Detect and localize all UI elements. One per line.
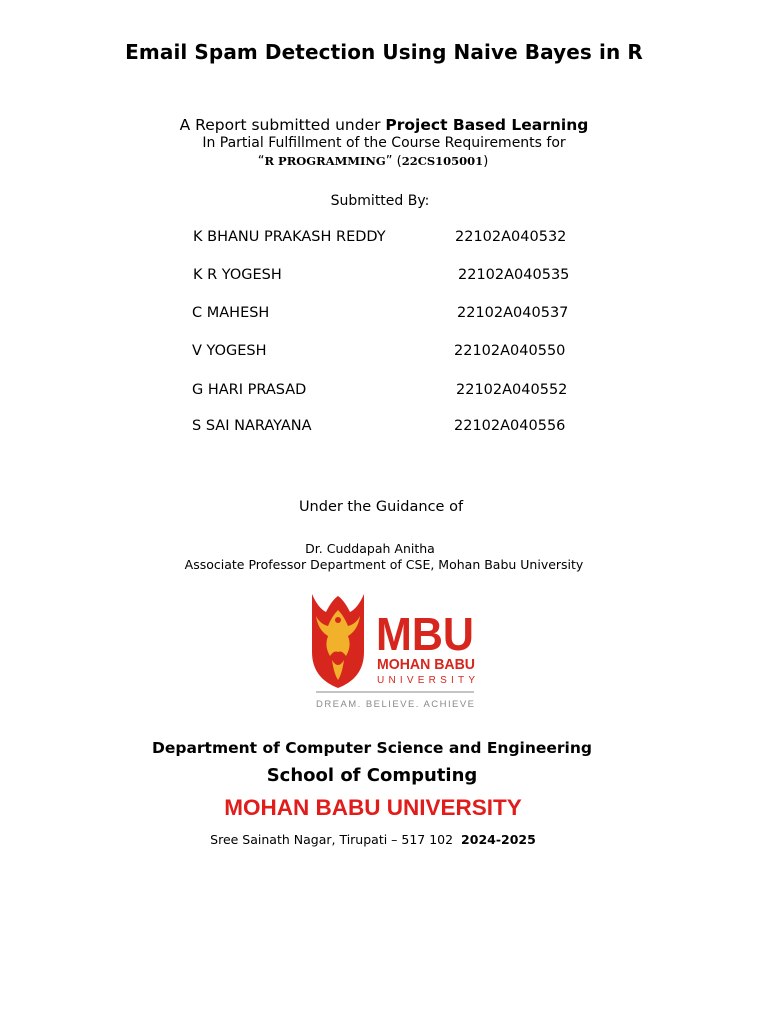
member-roll: 22102A040556 bbox=[454, 418, 566, 434]
member-name: S SAI NARAYANA bbox=[192, 418, 312, 434]
guidance-heading: Under the Guidance of bbox=[298, 499, 464, 515]
report-emphasis: Project Based Learning bbox=[385, 116, 589, 134]
course-open-quote: “ bbox=[257, 154, 265, 169]
member-name: K R YOGESH bbox=[193, 267, 282, 283]
submitted-by-heading: Submitted By: bbox=[330, 193, 430, 209]
member-roll: 22102A040532 bbox=[455, 229, 567, 245]
report-submission-line bbox=[0, 116, 768, 134]
phoenix-shield-icon bbox=[312, 594, 364, 688]
course-line bbox=[0, 154, 746, 169]
address-line bbox=[0, 832, 746, 847]
academic-year: 2024-2025 bbox=[461, 832, 536, 847]
member-roll: 22102A040550 bbox=[454, 343, 566, 359]
member-name: G HARI PRASAD bbox=[192, 382, 307, 398]
member-name: V YOGESH bbox=[192, 343, 267, 359]
guide-designation: Associate Professor Department of CSE, Mohan Babu University bbox=[184, 557, 584, 572]
university-logo bbox=[306, 590, 478, 712]
logo-tagline: DREAM. BELIEVE. ACHIEVE bbox=[316, 699, 474, 710]
course-close-quote: ” ( bbox=[385, 154, 402, 169]
member-name: C MAHESH bbox=[192, 305, 270, 321]
logo-mark: MBU bbox=[376, 608, 474, 660]
partial-fulfillment-line: In Partial Fulfillment of the Course Requirements for bbox=[202, 135, 566, 151]
logo-sub: UNIVERSITY bbox=[377, 675, 475, 686]
course-name: R PROGRAMMING bbox=[264, 154, 386, 168]
logo-name: MOHAN BABU bbox=[377, 656, 475, 673]
course-close: ) bbox=[483, 154, 489, 169]
report-title: Email Spam Detection Using Naive Bayes in R bbox=[125, 40, 643, 64]
member-roll: 22102A040535 bbox=[458, 267, 570, 283]
course-code: 22CS105001 bbox=[401, 154, 484, 168]
department-name: Department of Computer Science and Engineering bbox=[151, 739, 593, 757]
member-roll: 22102A040537 bbox=[457, 305, 569, 321]
member-roll: 22102A040552 bbox=[456, 382, 568, 398]
university-name: MOHAN BABU UNIVERSITY bbox=[224, 795, 522, 820]
member-name: K BHANU PRAKASH REDDY bbox=[193, 229, 386, 245]
guide-name: Dr. Cuddapah Anitha bbox=[305, 541, 435, 556]
school-name: School of Computing bbox=[266, 765, 478, 786]
address-text: Sree Sainath Nagar, Tirupati – 517 102 bbox=[210, 832, 454, 847]
report-prefix: A Report submitted under bbox=[179, 116, 386, 134]
